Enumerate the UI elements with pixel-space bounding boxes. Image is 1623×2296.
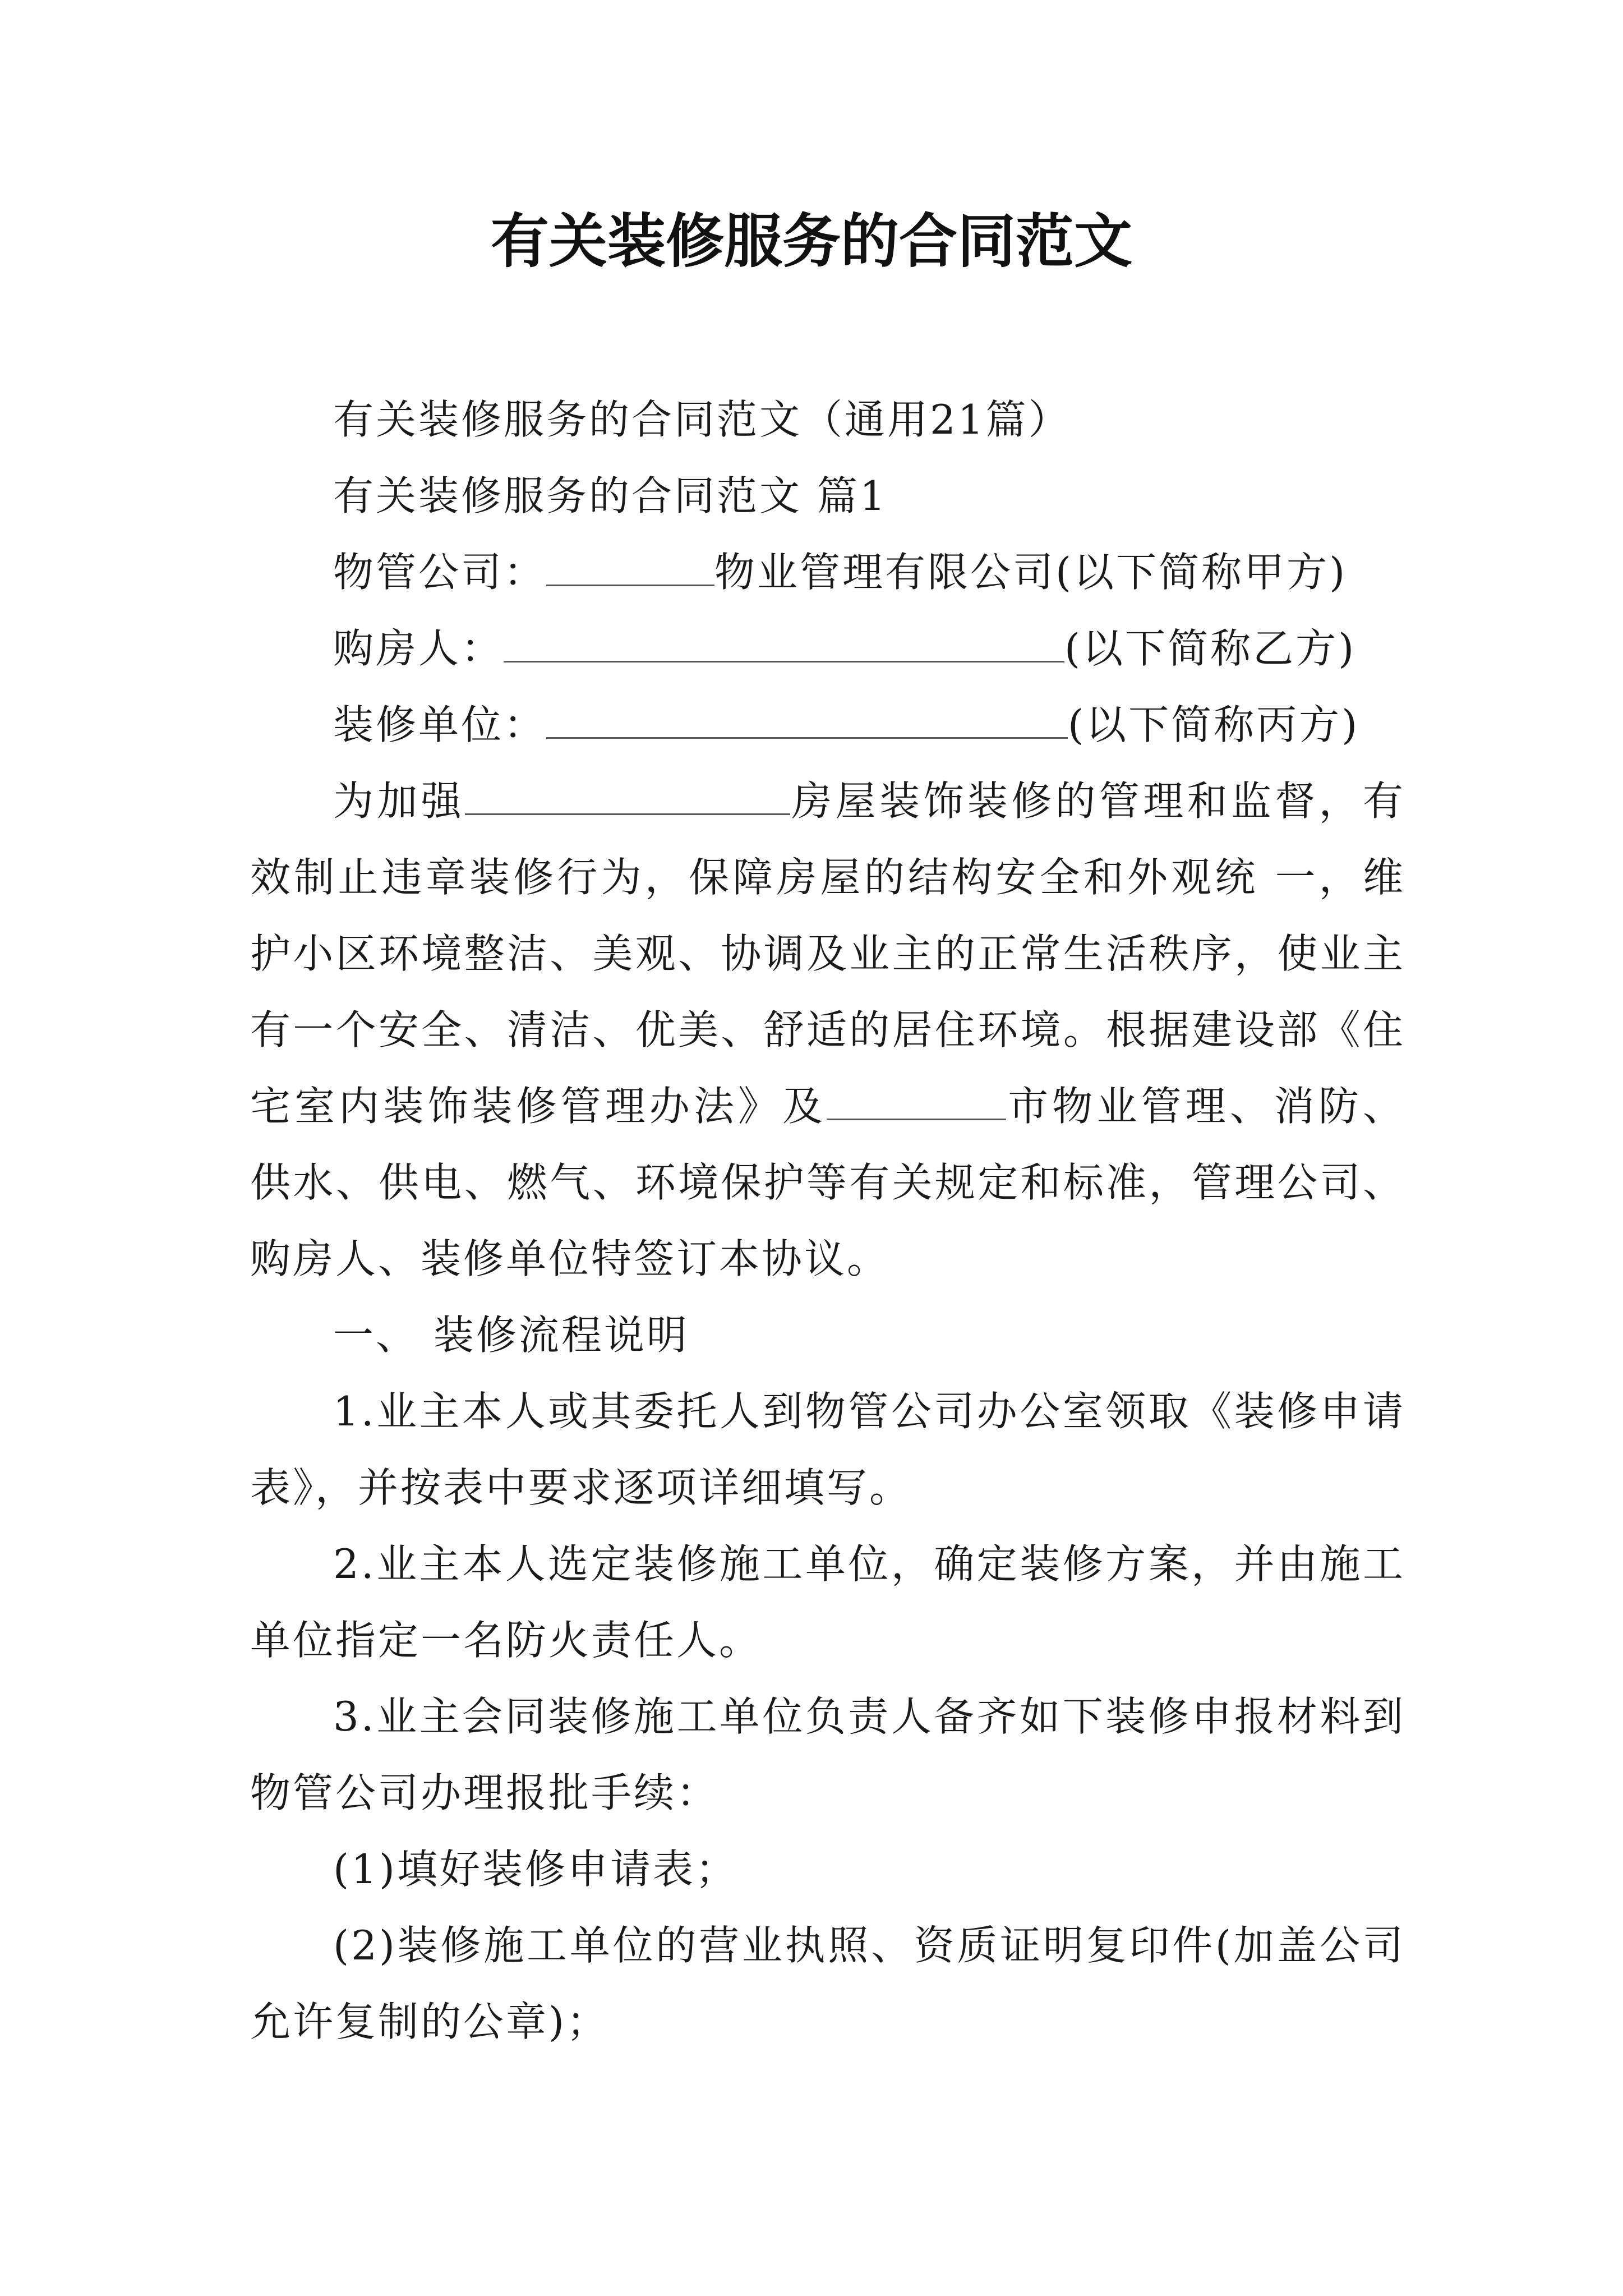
party-b-line xyxy=(250,610,1405,687)
section-heading-1: 一、 装修流程说明 xyxy=(333,1312,689,1359)
intro-part2: 房屋装饰装修的管理和监督，有效制止违章装修行为，保障房屋的结构安全和外观统 一，维护小区环境整洁、美观、协调及业主的正常生活秩序，使业主有一个安全、清洁、优美、舒适的居住环境。根据建设部《住宅室内装饰装修管理办法》及 xyxy=(250,777,1405,1130)
party-a-blank xyxy=(546,573,714,586)
party-a-label: 物管公司： xyxy=(333,549,547,596)
document-body xyxy=(250,381,1405,2060)
intro-paragraph xyxy=(250,763,1405,1297)
intro-part1: 为加强 xyxy=(333,777,465,825)
intro-blank-1 xyxy=(465,802,790,815)
subtitle: 有关装修服务的合同范文（通用21篇） xyxy=(333,396,1071,443)
party-b-suffix: (以下简称乙方) xyxy=(1064,625,1357,672)
party-a-suffix: 物业管理有限公司(以下简称甲方) xyxy=(714,549,1348,596)
party-c-blank xyxy=(546,726,1068,739)
sub-item-1: (1)填好装修申请表； xyxy=(333,1846,738,1893)
intro-blank-2 xyxy=(827,1107,1006,1120)
part-heading: 有关装修服务的合同范文 篇1 xyxy=(333,472,888,519)
party-c-line xyxy=(250,687,1405,763)
sub-item-2: (2)装修施工单位的营业执照、资质证明复印件(加盖公司允许复制的公章)； xyxy=(250,1922,1405,2045)
party-c-label: 装修单位： xyxy=(333,701,547,748)
party-a-line xyxy=(250,534,1405,610)
party-c-suffix: (以下简称丙方) xyxy=(1068,701,1360,748)
document-title: 有关装修服务的合同范文 xyxy=(490,206,1132,275)
list-item-3: 3.业主会同装修施工单位负责人备齐如下装修申报材料到物管公司办理报批手续： xyxy=(250,1693,1405,1816)
intro-part3: 市物业管理、消防、供水、供电、燃气、环境保护等有关规定和标准，管理公司、购房人、装修单位特签订本协议。 xyxy=(250,1083,1405,1282)
list-item-1: 1.业主本人或其委托人到物管公司办公室领取《装修申请表》，并按表中要求逐项详细填写。 xyxy=(250,1388,1405,1511)
party-b-label: 购房人： xyxy=(333,625,504,672)
list-item-2: 2.业主本人选定装修施工单位，确定装修方案，并由施工单位指定一名防火责任人。 xyxy=(250,1540,1405,1664)
party-b-blank xyxy=(504,650,1064,662)
